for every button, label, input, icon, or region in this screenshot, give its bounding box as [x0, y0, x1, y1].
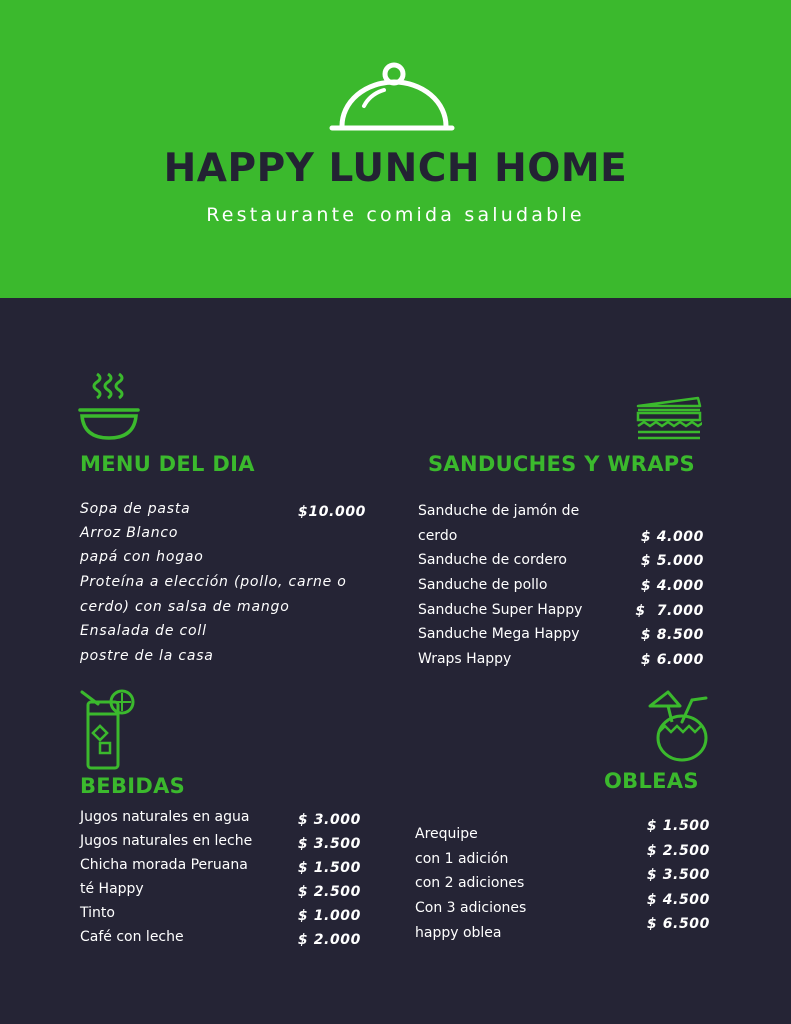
bebida-item-price: $ 3.000	[297, 812, 361, 828]
sanduche-item-name: Wraps Happy	[418, 651, 512, 667]
menu-del-dia-line: Arroz Blanco	[80, 525, 179, 541]
bebida-item-price: $ 2.000	[297, 932, 361, 948]
menu-del-dia-line: Sopa de pasta	[80, 501, 191, 517]
sanduche-item-price: $ 4.000	[640, 529, 704, 545]
page-subtitle: Restaurante comida saludable	[206, 204, 585, 226]
oblea-item-price: $ 2.500	[646, 843, 710, 859]
bebida-item-price: $ 1.000	[297, 908, 361, 924]
bebida-item-price: $ 3.500	[297, 836, 361, 852]
bebida-item-name: Jugos naturales en agua	[80, 809, 250, 825]
sanduche-item-name: Sanduche de pollo	[418, 577, 548, 593]
bebida-item-price: $ 2.500	[297, 884, 361, 900]
oblea-item-name: Con 3 adiciones	[415, 900, 527, 916]
obleas-title: OBLEAS	[604, 769, 699, 793]
sanduche-item-name: Sanduche de jamón de	[418, 503, 580, 519]
menu-del-dia-line: Ensalada de coll	[80, 623, 207, 639]
cloche-icon	[328, 60, 456, 134]
bebida-item-name: Jugos naturales en leche	[80, 833, 253, 849]
coconut-drink-icon	[646, 688, 710, 764]
menu-del-dia-line: postre de la casa	[80, 648, 214, 664]
bebida-item-price: $ 1.500	[297, 860, 361, 876]
oblea-item-name: happy oblea	[415, 925, 502, 941]
bebida-item-name: Tinto	[80, 905, 115, 921]
menu-del-dia-line: Proteína a elección (pollo, carne o	[80, 574, 347, 590]
menu-del-dia-price: $10.000	[298, 504, 366, 520]
sanduche-item-name: Sanduche Mega Happy	[418, 626, 580, 642]
bebida-item-name: Café con leche	[80, 929, 184, 945]
oblea-item-name: con 1 adición	[415, 851, 509, 867]
oblea-item-price: $ 4.500	[646, 892, 710, 908]
oblea-item-name: con 2 adiciones	[415, 875, 525, 891]
page-title: HAPPY LUNCH HOME	[163, 146, 628, 191]
sanduches-title: SANDUCHES Y WRAPS	[428, 452, 695, 476]
sanduche-item-price: $ 7.000	[635, 603, 704, 619]
drink-glass-icon	[78, 688, 138, 772]
menu-del-dia-line: papá con hogao	[80, 549, 204, 565]
bebidas-title: BEBIDAS	[80, 774, 186, 798]
sanduche-item-price: $ 8.500	[640, 627, 704, 643]
sanduche-item-name: Sanduche Super Happy	[418, 602, 583, 618]
oblea-item-price: $ 1.500	[646, 818, 710, 834]
oblea-item-price: $ 3.500	[646, 867, 710, 883]
steaming-bowl-icon	[78, 370, 140, 442]
sanduche-item-price: $ 5.000	[640, 553, 704, 569]
oblea-item-name: Arequipe	[415, 826, 478, 842]
header-banner	[0, 0, 791, 298]
sanduche-item-price: $ 4.000	[640, 578, 704, 594]
bebida-item-name: Chicha morada Peruana	[80, 857, 248, 873]
sanduche-item-name: Sanduche de cordero	[418, 552, 567, 568]
menu-del-dia-line: cerdo) con salsa de mango	[80, 599, 290, 615]
oblea-item-price: $ 6.500	[646, 916, 710, 932]
sanduche-item-name-cont: cerdo	[418, 528, 458, 544]
sanduche-item-price: $ 6.000	[640, 652, 704, 668]
menu-del-dia-title: MENU DEL DIA	[80, 452, 255, 476]
sandwich-icon	[636, 396, 702, 440]
bebida-item-name: té Happy	[80, 881, 144, 897]
